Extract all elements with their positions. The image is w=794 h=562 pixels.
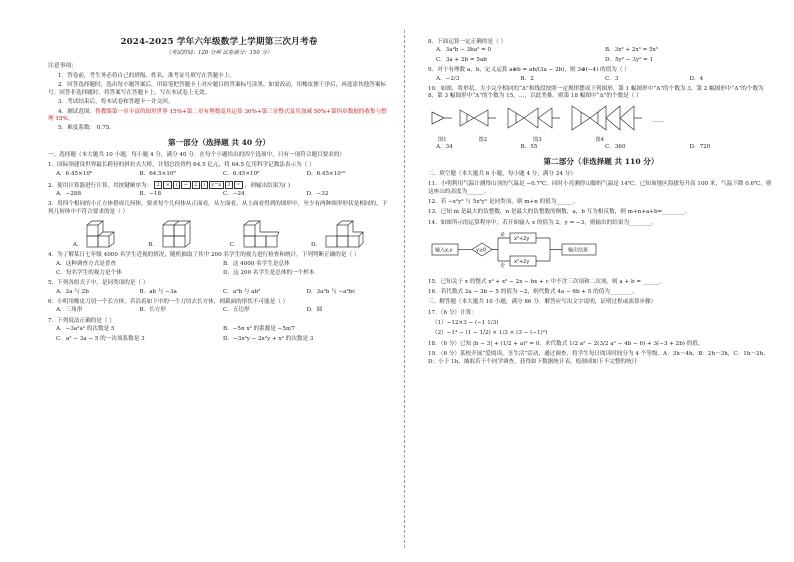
triangle-figure-3	[508, 108, 560, 128]
q2-option-d: D．−32	[306, 191, 329, 197]
q17-stem: 17．（6 分）计算：	[428, 309, 477, 316]
q8-option-d: D．5y² − 3y² = 1	[605, 56, 654, 63]
q3-option-b	[148, 219, 200, 249]
right-column	[428, 36, 774, 367]
q2-options	[56, 191, 390, 198]
q6-option-b: B．长方形	[139, 307, 166, 314]
flow-input-label: 输入x,y	[435, 247, 453, 254]
q4-stem: 4．为了解某日七年级 4000 名学生近视的情况，随机抽取了其中 200 名学生的视力进行检查和统计，下列判断正确的是（ ）	[48, 252, 360, 259]
calc-key: y^x	[209, 181, 224, 190]
q1-stem: 1．国际领建设世界最长跨径的斜拉式大桥，计划总投资约 64.5 亿元，将 64.5 亿用科学记数法表示为（ ）	[48, 162, 315, 169]
q8-option-c: C．3a + 2b = 5ab	[436, 56, 487, 63]
q6-stem: 6．小明用橡皮刀切一个长方体，若沿着如下中的一个刀切去长方体，则截面的形状不可能是（ ）	[48, 299, 289, 305]
q1-option-a: A．6.45×10⁹	[56, 170, 93, 177]
q18: 18．（6 分）已知 |b − 3| + (1/2 + a)² = 0，求代数式 1/2 a² − 2(3/2 a² − 4b − 6) + 3(−3 + 2b) 的值。	[428, 340, 704, 347]
q5-option-c: C．a²b 与 ab²	[223, 288, 261, 295]
flow-top-expr: x²+2y	[514, 236, 530, 243]
option-label: A．	[72, 241, 83, 248]
part2-title: 第二部分（非选择题 共 110 分）	[543, 156, 659, 166]
q4-options	[56, 261, 390, 278]
q10-option-d: D．720	[689, 144, 711, 151]
q2-suffix: ，则输出结果为( )	[244, 182, 291, 189]
q4-option-a: A．这种调查方式是普查	[56, 260, 116, 267]
q6-options	[56, 307, 390, 314]
q11: 11．小明利用气温计测得山顶的气温是 −0.7℃，同时小亮测得山脚的气温是 14℃，已知该地区海拔每升高 100 米，气温下降 0.6℃，则这座山的高度为______。	[428, 181, 772, 195]
choice-intro: 一、选择题（本大题共 10 小题，每小题 4 分，满分 40 分．在每个小题给出的四个选项中，只有一项符合题目要求的）	[48, 151, 345, 158]
q3-option-d	[311, 219, 365, 249]
q7-option-d: D．−3x²y − 2x²y + x² 的次数是 3	[223, 335, 314, 342]
q1-option-b: B．64.5×10⁸	[139, 170, 176, 177]
q4-option-d: D．这 200 名学生是总体的一个样本	[223, 269, 315, 276]
triangle-figure-4	[572, 106, 642, 130]
fig-label-4: 图4	[595, 136, 604, 143]
note-4	[48, 109, 390, 124]
q3-option-a	[73, 219, 119, 249]
q6-option-c: C．五边形	[223, 307, 250, 314]
q8-option-b: B．3x² + 2x³ = 5x⁵	[605, 47, 659, 54]
column-divider	[404, 30, 405, 548]
q10-stem: 10．如图，将形状、大小完全相同的“Δ”和线段按照一定规律摆成下列图形，第 1 幅图形中“Δ”的个数为 3，第 2 幅图形中“Δ”的个数为 8，第 3 幅图形中“Δ”的个数为 15，…，以此类推，则第 18 幅图中“Δ”的个数是（ ）	[428, 85, 764, 100]
q10-figure-labels	[438, 137, 774, 144]
calc-key: )	[201, 181, 208, 190]
q7-option-c: C．a² − 3a − 5 的一次项系数是 3	[56, 335, 145, 342]
q9-options	[436, 76, 774, 83]
fig-label-3: 图3	[533, 136, 542, 143]
q6-option-d: D．圆	[306, 307, 323, 314]
q1-option-d: D．6.45×10¹⁰	[306, 170, 346, 177]
q13: 13．已知 m 是最大的负整数，n 是最大的负整数的倒数，a，b 互为相反数，则 m+n+a+b=________。	[428, 209, 691, 216]
note-4-prefix: 4．测试范围：	[58, 108, 96, 115]
fill-intro: 二、填空题（本大题共 6 小题，每小题 4 分，满分 24 分）	[428, 170, 576, 177]
q10-option-b: B．55	[520, 144, 538, 151]
cube-stack-d-figure	[323, 219, 365, 249]
q2-option-b: B．−18	[139, 191, 162, 197]
flow-yes-label: 是	[500, 232, 506, 239]
cube-stack-c-figure	[241, 219, 281, 249]
cube-stack-a-figure	[84, 219, 118, 249]
q7-stem: 7．下列说法正确的是（ ）	[48, 317, 115, 324]
option-label: C．	[229, 241, 240, 248]
calc-key: 3	[225, 181, 233, 190]
calc-key: 2	[192, 181, 200, 190]
q8-stem: 8．下面运算一定正确的是（ ）	[428, 39, 507, 45]
q1-option-c: C．6.45×10⁸	[223, 170, 260, 177]
q5-option-d: D．3a²b 与 −a²bc	[306, 288, 356, 295]
flow-no-label: 否	[500, 263, 506, 269]
calc-key: ×	[163, 181, 172, 190]
q12: 12．若 −x²y³ 与 5x³y⁵ 是同类项，则 m+n 的值为______。	[428, 199, 579, 205]
fig-label-2: 图2	[478, 136, 487, 143]
q7-option-a: A．−3a²a³ 的次数是 5	[56, 326, 115, 333]
solve-intro: 三、解答题（本大题共 10 小题，满分 86 分．解答应写出文字说明，证明过程或演算步骤）	[428, 299, 657, 306]
notes-header: 注意事项：	[48, 63, 77, 70]
triangle-figure-2	[460, 110, 496, 126]
q3-figures	[58, 219, 380, 249]
q10-option-a: A．34	[436, 144, 453, 151]
q10-options	[436, 144, 774, 151]
cube-stack-b-figure	[160, 219, 200, 249]
q7-options	[56, 326, 390, 343]
calc-key: −	[181, 181, 190, 190]
calc-key: 2	[154, 181, 162, 190]
q4-option-b: B．这 4000 名学生是总体	[223, 260, 290, 267]
flowchart	[430, 232, 630, 268]
q5-option-b: B．ab 与 −3a	[139, 288, 177, 295]
exam-title: 2024-2025 学年六年级数学上学期第三次月考卷	[120, 37, 318, 47]
q3-stem: 3．用四个相同的小正方体搭成几何体，要求每个几何体从正面看，从左面看，从上面看得到的图形中，至少有两种图形形状是相同的，下列几何体中不符合要求的是（ ）	[48, 201, 388, 215]
q14: 14．如图所示的运算程序中，若开始输入 x 的值为 2，y = −3，则输出的结果为________。	[428, 219, 658, 226]
q4-option-c: C．每名学生的视力是个体	[56, 269, 122, 276]
q17-part1: （1）−12×3 − (−1 1/3)	[432, 320, 499, 326]
note-2: 2．回答选择题时，选出每小题答案后，用铅笔把答题卡上对应题目的答案标号涂黑。如需改动，用橡皮擦干净后，再选涂其他答案标号。回答非选择题时，将答案写在答题卡上。写在本试卷上无效。	[48, 82, 386, 96]
flow-output-label: 输出结果	[568, 247, 589, 254]
q9-option-b: B．2	[520, 75, 534, 82]
q9-option-d: D．4	[689, 75, 704, 82]
q9-option-a: A．−2/3	[436, 75, 460, 82]
q17-part2: （2）−1⁴ − (1 − 1/2) × 1/3 × (3 − (−1)²)	[432, 330, 548, 337]
q15: 15．已知关于 x 的整式 x³ + x² − 2x − bx + c 中不含三次项和二次项，则 a + b = ______。	[428, 278, 666, 285]
q3-option-c	[230, 219, 282, 249]
note-5: 5．难度系数： 0.75。	[58, 125, 115, 132]
q16: 16．若代数式 2a − 3b − 5 的值为 −2，则代数式 4a − 6b + 5 的值为________。	[428, 288, 638, 295]
ellipsis: ……	[652, 116, 664, 124]
q8-option-a: A．3a²b − 3ba² = 0	[436, 47, 492, 54]
triangle-pattern-figure	[430, 103, 680, 137]
exam-subtitle: （考试时间：120 分钟 试卷满分：150 分）	[165, 50, 273, 57]
q5-options	[56, 289, 390, 296]
q19: 19．（6 分）某校开展“爱阅读，享生活”活动，通过调查，将学生每日阅读时间分为 4 个等级．A：3h～4h，B：2h～3h，C：1h～2h，D：小于 1h，抽取若干个同学调查，获得如下数据统计表，绘制成如下不完整的统计	[428, 351, 769, 365]
test-range: 鲁教版第一章丰富的图形世界 15%+第二章有理数及其运算 30%+第三章整式及其加减 50%+第四章数据的收集与整理 15%。	[48, 108, 387, 122]
q2-option-c: C．−24	[223, 191, 245, 197]
triangle-figure-1	[432, 112, 452, 124]
q9-option-c: C．3	[605, 75, 619, 82]
q10-option-c: C．360	[605, 144, 626, 151]
note-1: 1．答卷前，考生务必将自己的班级、姓名、准考证号填写在答题卡上。	[58, 73, 235, 80]
note-3: 3．考试结束后，将本试卷和答题卡一并交回。	[58, 99, 174, 106]
q6-option-a: A．三角形	[56, 307, 83, 314]
calc-key: =	[234, 181, 243, 190]
q1-options	[56, 171, 390, 178]
q7-option-b: B．−5π x³ 的系数是 −5π/7	[223, 326, 296, 333]
q5-option-a: A．2a 与 2b	[56, 288, 89, 295]
fig-label-1: 图1	[438, 136, 447, 143]
flow-bottom-expr: x²+2y	[514, 259, 530, 266]
q2-stem	[48, 181, 390, 190]
option-label: B．	[148, 241, 158, 248]
q5-stem: 5．下列各组式子中，是同类项的是（ ）	[48, 280, 149, 287]
q9-stem: 9．对于有理数 a，b，定义运算 a⊕b = ab/(3a − 2b)，则 3⊕(−4) 的值为（ ）	[428, 67, 630, 74]
q8-options	[436, 47, 774, 64]
option-label: D．	[311, 241, 322, 248]
left-column	[48, 34, 390, 345]
q2-prefix: 2．使用计算器进行计算，其按键顺序为：	[48, 182, 153, 189]
q2-option-a: A．−288	[56, 191, 81, 197]
calc-key: (	[173, 181, 180, 190]
flow-condition-label: y≥0	[476, 247, 487, 254]
part1-title: 第一部分（选择题 共 40 分）	[167, 137, 271, 147]
calculator-keys	[154, 181, 243, 190]
